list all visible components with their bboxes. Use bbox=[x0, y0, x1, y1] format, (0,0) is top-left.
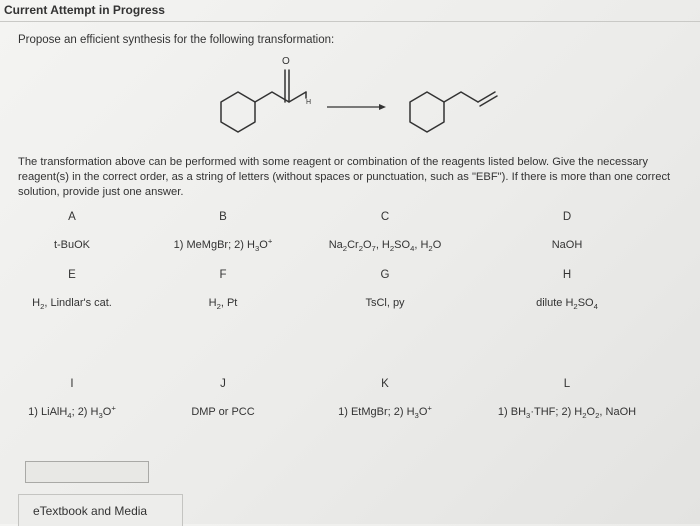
reagent-letter: K bbox=[381, 378, 389, 390]
reagent-label: NaOH bbox=[551, 239, 583, 251]
reagent-label: 1) EtMgBr; 2) $H_3O^+$ bbox=[338, 403, 432, 421]
reagent-label: t-BuOK bbox=[53, 239, 91, 251]
reagent-letter: J bbox=[220, 378, 226, 390]
header-divider bbox=[0, 21, 700, 22]
reagent-letter: I bbox=[70, 378, 74, 390]
reagent-label: $H_2$, Lindlar's cat. bbox=[32, 297, 112, 312]
reagent-letter: B bbox=[219, 211, 227, 223]
reagent-label: DMP or PCC bbox=[191, 406, 255, 418]
reagent-label: TsCl, py bbox=[365, 297, 405, 309]
question-prompt: Propose an efficient synthesis for the following transformation: bbox=[18, 34, 335, 46]
reagent-letter: D bbox=[562, 211, 572, 223]
cyclohexane-ring-product bbox=[410, 92, 444, 132]
reagent-letter: E bbox=[68, 269, 76, 281]
reagent-option bbox=[0, 211, 157, 251]
aldehyde-h-label: H bbox=[306, 99, 312, 106]
ketone-oxygen-label: O bbox=[282, 56, 290, 67]
reagent-option bbox=[300, 378, 470, 421]
attempt-status-title: Current Attempt in Progress bbox=[4, 3, 165, 17]
reagent-label: $Na_2Cr_2O_7$, $H_2SO_4$, $H_2O$ bbox=[328, 239, 442, 254]
reagent-option bbox=[138, 211, 308, 254]
reaction-arrow bbox=[327, 104, 386, 110]
reagent-letter: F bbox=[219, 269, 227, 281]
etextbook-media-button[interactable]: eTextbook and Media bbox=[18, 494, 183, 526]
reagent-option bbox=[0, 269, 157, 312]
answer-input[interactable] bbox=[25, 461, 149, 483]
reagent-letter: H bbox=[562, 269, 572, 281]
reactant-chain bbox=[255, 92, 306, 102]
reagent-label: dilute $H_2SO_4$ bbox=[536, 297, 598, 312]
reagent-option bbox=[482, 211, 652, 251]
reagent-option bbox=[300, 211, 470, 254]
reagent-option bbox=[482, 378, 652, 421]
reagent-label: 1) LiAlH$_4$; 2) $H_3O^+$ bbox=[28, 403, 116, 421]
cyclohexane-ring-reactant bbox=[221, 92, 255, 132]
reagent-label: 1) MeMgBr; 2) $H_3O^+$ bbox=[173, 236, 273, 254]
reagent-letter: A bbox=[68, 211, 76, 223]
question-instructions: The transformation above can be performed with some reagent or combination of the reagents listed below. Give the necessary reagent(s) in the correct order, as a string of letters (without spaces or punctuation, such as "EBF"). If there is more than one correct solution, provide just one answer. bbox=[18, 156, 671, 198]
reagent-label: 1) $BH_3\cdot THF$; 2) $H_2O_2$, NaOH bbox=[497, 406, 637, 421]
reagent-option bbox=[300, 269, 470, 309]
reagent-letter: L bbox=[563, 378, 571, 390]
reaction-scheme bbox=[210, 52, 510, 142]
reagent-option bbox=[138, 269, 308, 312]
reagent-letter: C bbox=[380, 211, 390, 223]
reagent-letter: G bbox=[380, 269, 390, 281]
reagent-option bbox=[138, 378, 308, 418]
reagent-option bbox=[0, 378, 157, 421]
reagent-label: $H_2$, Pt bbox=[208, 297, 238, 312]
reagent-option bbox=[482, 269, 652, 312]
